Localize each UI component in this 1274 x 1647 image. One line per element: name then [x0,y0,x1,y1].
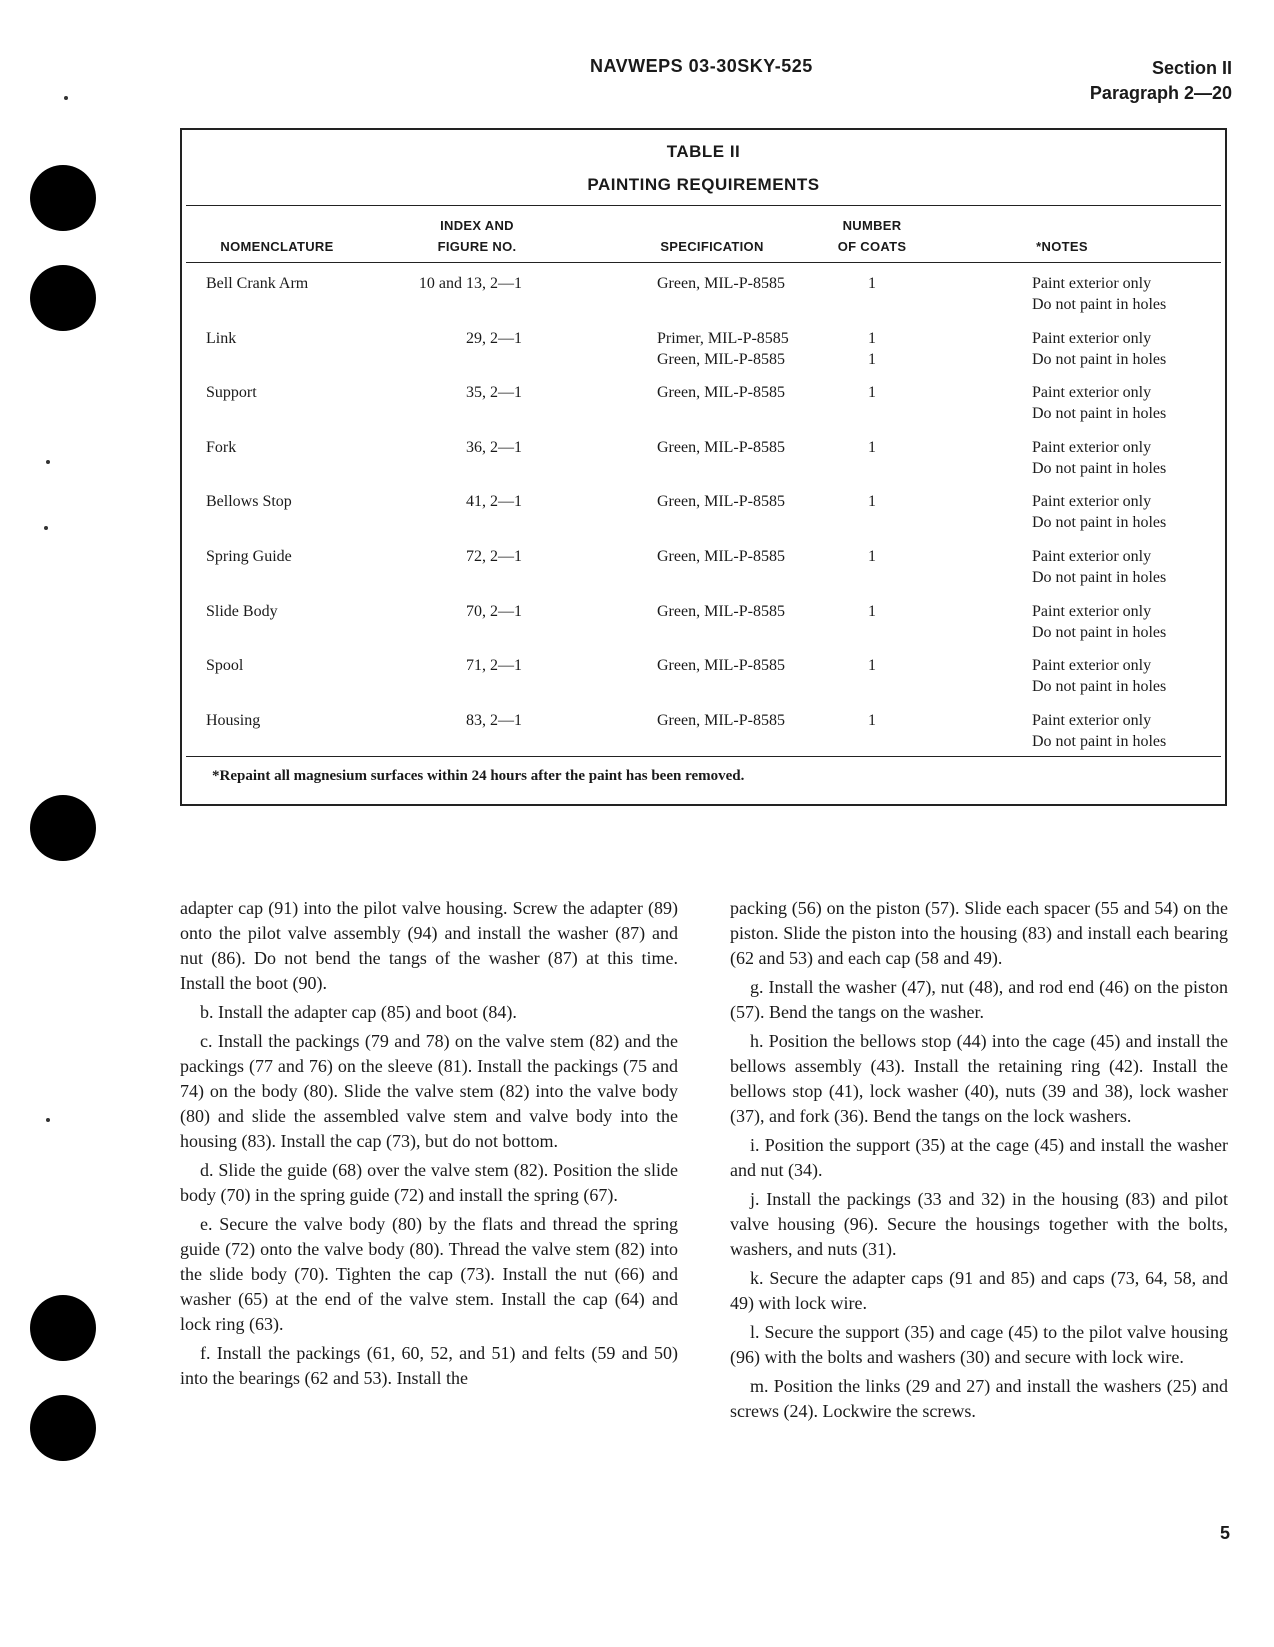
cell-index: 72, 2—1 [466,548,522,565]
binder-hole [30,1295,96,1361]
cell-coats [852,437,892,458]
cell-coats-line: 1 [868,712,876,729]
table-rule [186,205,1221,206]
cell-notes-line: Do not paint in holes [1032,624,1167,641]
cell-index: 36, 2—1 [466,439,522,456]
cell-nomenclature: Link [206,330,237,347]
table-rule [186,262,1221,263]
table-rule [186,756,1221,757]
cell-specification-line: Green, MIL-P-8585 [657,657,785,674]
cell-notes [1032,491,1166,533]
cell-specification-line: Green, MIL-P-8585 [657,439,785,456]
cell-notes [1032,273,1166,315]
cell-specification-line: Green, MIL-P-8585 [657,275,785,292]
cell-coats-line: 1 [868,275,876,292]
cell-notes [1032,382,1166,424]
cell-specification [657,491,785,512]
scan-speck [64,96,68,100]
body-paragraph: b. Install the adapter cap (85) and boot (84). [200,1002,517,1022]
col-header-coats-line2: OF COATS [837,239,907,254]
cell-index: 41, 2—1 [466,493,522,510]
table-footnote: *Repaint all magnesium surfaces within 24 hours after the paint has been removed. [212,768,745,784]
body-paragraph: packing (56) on the piston (57). Slide each spacer (55 and 54) on the piston. Slide the piston into the housing (83) and install each bearing (62 and 53) and each cap (58 and 49). [730,898,1228,968]
binder-hole [30,265,96,331]
page-number: 5 [1219,1523,1230,1543]
cell-notes-line: Do not paint in holes [1032,733,1167,750]
cell-notes-line: Do not paint in holes [1032,460,1167,477]
table-subtitle: PAINTING REQUIREMENTS [587,175,820,194]
cell-notes [1032,328,1166,370]
cell-coats-line: 1 [868,603,876,620]
cell-notes-line: Paint exterior only [1032,384,1152,401]
cell-notes-line: Paint exterior only [1032,330,1152,347]
document-number: NAVWEPS 03-30SKY-525 [590,56,813,76]
painting-requirements-table [180,128,1227,806]
cell-specification-line: Primer, MIL-P-8585 [657,330,789,347]
cell-index: 29, 2—1 [466,330,522,347]
cell-index: 83, 2—1 [466,712,522,729]
col-header-specification: SPECIFICATION [660,239,764,254]
col-header-coats [812,215,932,257]
cell-coats [852,655,892,676]
cell-coats-line: 1 [868,384,876,401]
cell-notes-line: Do not paint in holes [1032,405,1167,422]
body-paragraph: k. Secure the adapter caps (91 and 85) and caps (73, 64, 58, and 49) with lock wire. [730,1268,1228,1313]
cell-coats-line: 1 [868,657,876,674]
body-paragraph: h. Position the bellows stop (44) into the cage (45) and install the bellows assembly (43). Install the retaining ring (42). Install the bellows stop (41), lock washer (40), nuts (39 and 38), lock washer (37), and fork (36). Bend the tangs on the lock washers. [730,1031,1228,1126]
cell-coats [852,710,892,731]
col-header-index-line2: FIGURE NO. [437,239,517,254]
cell-specification [657,437,785,458]
cell-nomenclature: Spool [206,657,244,674]
body-paragraph: g. Install the washer (47), nut (48), and rod end (46) on the piston (57). Bend the tangs on the washer. [730,977,1228,1022]
body-paragraph: j. Install the packings (33 and 32) in the housing (83) and pilot valve housing (96). Secure the housings together with the bolts, washers, and nuts (31). [730,1189,1228,1259]
body-paragraph: i. Position the support (35) at the cage (45) and install the washer and nut (34). [730,1135,1228,1180]
cell-index: 10 and 13, 2—1 [418,275,522,292]
cell-notes [1032,710,1166,752]
cell-coats [852,601,892,622]
cell-specification [657,273,785,294]
cell-coats-line: 1 [868,330,876,347]
cell-notes-line: Paint exterior only [1032,657,1152,674]
cell-specification-line: Green, MIL-P-8585 [657,384,785,401]
scan-speck [46,460,50,464]
cell-specification [657,655,785,676]
section-reference [1090,56,1232,106]
col-header-index [407,215,547,257]
body-paragraph: d. Slide the guide (68) over the valve stem (82). Position the slide body (70) in the spring guide (72) and install the spring (67). [180,1160,678,1205]
cell-notes-line: Paint exterior only [1032,493,1152,510]
cell-nomenclature: Bell Crank Arm [206,275,309,292]
paragraph-label: Paragraph 2—20 [1089,83,1232,103]
body-paragraph: e. Secure the valve body (80) by the flats and thread the spring guide (72) onto the valve body (80). Thread the valve stem (82) into the slide body (70). Tighten the cap (73). Install the nut (66) and washer (65) at the end of the valve stem. Install the cap (64) and lock ring (63). [180,1214,678,1334]
cell-specification [657,328,789,370]
cell-notes-line: Paint exterior only [1032,548,1152,565]
cell-nomenclature: Fork [206,439,237,456]
cell-notes-line: Paint exterior only [1032,275,1152,292]
body-paragraph: adapter cap (91) into the pilot valve housing. Screw the adapter (89) onto the pilot valve assembly (94) and install the washer (87) and nut (86). Do not bend the tangs of the washer (87) at this time. Install the boot (90). [180,898,678,993]
scan-speck [46,1118,50,1122]
cell-coats [852,273,892,294]
scan-speck [44,526,48,530]
cell-notes-line: Do not paint in holes [1032,296,1167,313]
cell-notes [1032,546,1166,588]
cell-index: 35, 2—1 [466,384,522,401]
cell-coats-line: 1 [868,439,876,456]
body-column-left [180,896,678,1395]
binder-hole [30,1395,96,1461]
cell-notes [1032,655,1166,697]
cell-coats [852,491,892,512]
body-column-right [730,896,1228,1428]
cell-specification [657,601,785,622]
cell-specification-line: Green, MIL-P-8585 [657,603,785,620]
cell-specification-line: Green, MIL-P-8585 [657,351,785,368]
cell-specification-line: Green, MIL-P-8585 [657,548,785,565]
cell-coats [852,546,892,567]
cell-specification [657,546,785,567]
cell-notes-line: Do not paint in holes [1032,514,1167,531]
cell-notes-line: Paint exterior only [1032,439,1152,456]
col-header-nomenclature: NOMENCLATURE [220,239,334,254]
cell-nomenclature: Spring Guide [206,548,292,565]
cell-notes-line: Paint exterior only [1032,603,1152,620]
cell-nomenclature: Housing [206,712,261,729]
col-header-index-line1: INDEX AND [440,218,514,233]
body-paragraph: f. Install the packings (61, 60, 52, and 51) and felts (59 and 50) into the bearings (62 and 53). Install the [180,1343,678,1388]
cell-coats-line: 1 [868,493,876,510]
body-paragraph: m. Position the links (29 and 27) and install the washers (25) and screws (24). Lockwire the screws. [730,1376,1228,1421]
cell-specification [657,382,785,403]
cell-notes-line: Do not paint in holes [1032,351,1167,368]
cell-nomenclature: Bellows Stop [206,493,292,510]
cell-coats-line: 1 [868,548,876,565]
cell-specification-line: Green, MIL-P-8585 [657,493,785,510]
cell-coats-line: 1 [868,351,876,368]
cell-specification-line: Green, MIL-P-8585 [657,712,785,729]
cell-notes [1032,437,1166,479]
cell-coats [852,382,892,403]
cell-index: 70, 2—1 [466,603,522,620]
cell-coats [852,328,892,370]
cell-nomenclature: Support [206,384,257,401]
body-paragraph: l. Secure the support (35) and cage (45) to the pilot valve housing (96) with the bolts and washers (30) and secure with lock wire. [730,1322,1228,1367]
cell-specification [657,710,785,731]
body-paragraph: c. Install the packings (79 and 78) on the valve stem (82) and the packings (77 and 76) on the sleeve (81). Install the packings (75 and 74) on the body (80). Slide the valve stem (82) into the valve body (80) and slide the assembled valve stem and valve body into the housing (83). Install the cap (73), but do not bottom. [180,1031,678,1151]
binder-hole [30,795,96,861]
cell-notes-line: Paint exterior only [1032,712,1152,729]
cell-notes-line: Do not paint in holes [1032,569,1167,586]
binder-hole [30,165,96,231]
table-title: TABLE II [666,142,741,161]
cell-notes [1032,601,1166,643]
cell-notes-line: Do not paint in holes [1032,678,1167,695]
section-label: Section II [1151,58,1232,78]
cell-index: 71, 2—1 [466,657,522,674]
col-header-coats-line1: NUMBER [842,218,902,233]
col-header-notes: *NOTES [1036,239,1088,254]
cell-nomenclature: Slide Body [206,603,278,620]
